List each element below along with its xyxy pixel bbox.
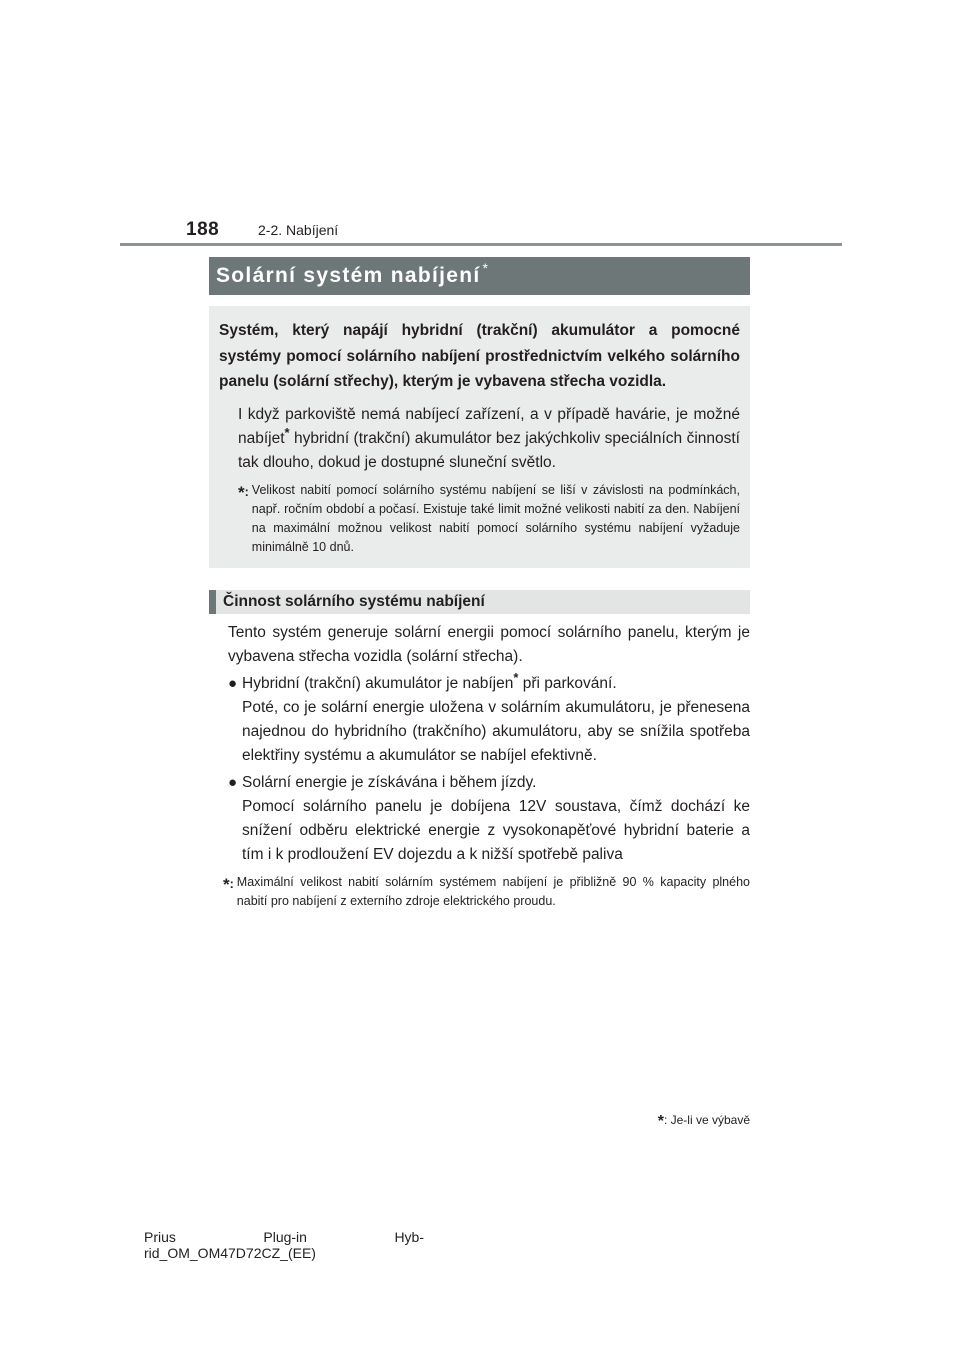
content-note-colon: : [229, 877, 234, 891]
bullet-body: Poté, co je solární energie uložena v solárním akumulátoru, je přenesena najednou do hybridního (trakčního) akumulátoru, aby se snížila spotřeba elektřiny systému a akumulátor se nabíjel efektivně. [242, 699, 750, 764]
intro-body-text-1: I když parkoviště nemá nabíjecí zařízení, a v případě havárie, je možné nabíjet [238, 405, 740, 447]
footnote-asterisk: * [657, 1113, 664, 1130]
content-note-text: Maximální velikost nabití solárním systémem nabíjení je přibližně 90 % kapacity plného nabití pro nabíjení z externího zdroje elektrického proudu. [236, 875, 750, 908]
intro-box [209, 306, 750, 568]
intro-note-text: Velikost nabití pomocí solárního systému nabíjení se liší v závislosti na podmínkách, např. ročním období a počasí. Existuje také limit možné velikosti nabití za den. Nabíjení na maximální možnou velikost nabití pomocí solárního systému nabíjení vyžaduje minimálně 10 dnů. [251, 482, 740, 554]
subheading-text: Činnost solárního systému nabíjení [223, 593, 485, 610]
footnote-text: : Je-li ve výbavě [663, 1113, 750, 1127]
footer-word-2: Plug-in [263, 1229, 307, 1245]
intro-note-colon: : [244, 484, 249, 499]
intro-body [238, 403, 740, 475]
page-number: 188 [186, 219, 220, 240]
page-title: Solární systém nabíjení [216, 264, 481, 287]
intro-body-text-2: hybridní (trakční) akumulátor bez jakýchkoliv speciálních činností tak dlouho, dokud je dostupné sluneční světlo. [238, 429, 740, 471]
footer-line-1 [144, 1229, 424, 1245]
intro-note [238, 481, 740, 557]
content-note-asterisk: * [223, 875, 230, 894]
title-asterisk: * [482, 260, 488, 276]
subheading [209, 590, 750, 614]
content-note-mark [223, 873, 234, 911]
header-divider [120, 243, 842, 246]
intro-note-asterisk: * [238, 482, 245, 502]
content-paragraph: Tento systém generuje solární energii pomocí solárního panelu, kterým je vybavena střecha vozidla (solární střecha). [228, 624, 750, 665]
bullet-title: Solární energie je získávána i během jízdy. [242, 774, 537, 791]
equipment-footnote [658, 1111, 750, 1129]
bullet-body: Pomocí solárního panelu je dobíjena 12V soustava, čímž dochází ke snížení odběru elektrické energie z vysokonapěťové hybridní baterie a tím i k prodloužení EV dojezdu a k nižší spotřebě paliva [242, 798, 750, 863]
bullet-title [242, 672, 750, 696]
bullet-item-driving [228, 771, 750, 867]
section-label: 2-2. Nabíjení [258, 222, 339, 238]
bullet1-title-text-1: Hybridní (trakční) akumulátor je nabíjen [242, 675, 514, 692]
intro-body-asterisk: * [284, 424, 290, 440]
bullet1-title-text-2: při parkování. [518, 675, 617, 692]
bullet-icon: ● [228, 675, 238, 692]
bullet-item-parking [228, 672, 750, 768]
content [223, 621, 750, 911]
content-note [223, 873, 750, 911]
bullet1-asterisk: * [513, 670, 519, 685]
intro-note-mark [238, 481, 249, 557]
footer [144, 1229, 444, 1261]
title-bar [209, 257, 750, 295]
footer-word-1: Prius [144, 1229, 176, 1245]
footer-word-3: Hyb- [394, 1229, 424, 1245]
intro-summary: Systém, který napájí hybridní (trakční) akumulátor a pomocné systémy pomocí solárního nabíjení prostřednictvím velkého solárního panelu (solární střechy), kterým je vybavena střecha vozidla. [219, 322, 740, 390]
bullet-icon: ● [228, 774, 238, 791]
footer-line-2: rid_OM_OM47D72CZ_(EE) [144, 1245, 316, 1261]
